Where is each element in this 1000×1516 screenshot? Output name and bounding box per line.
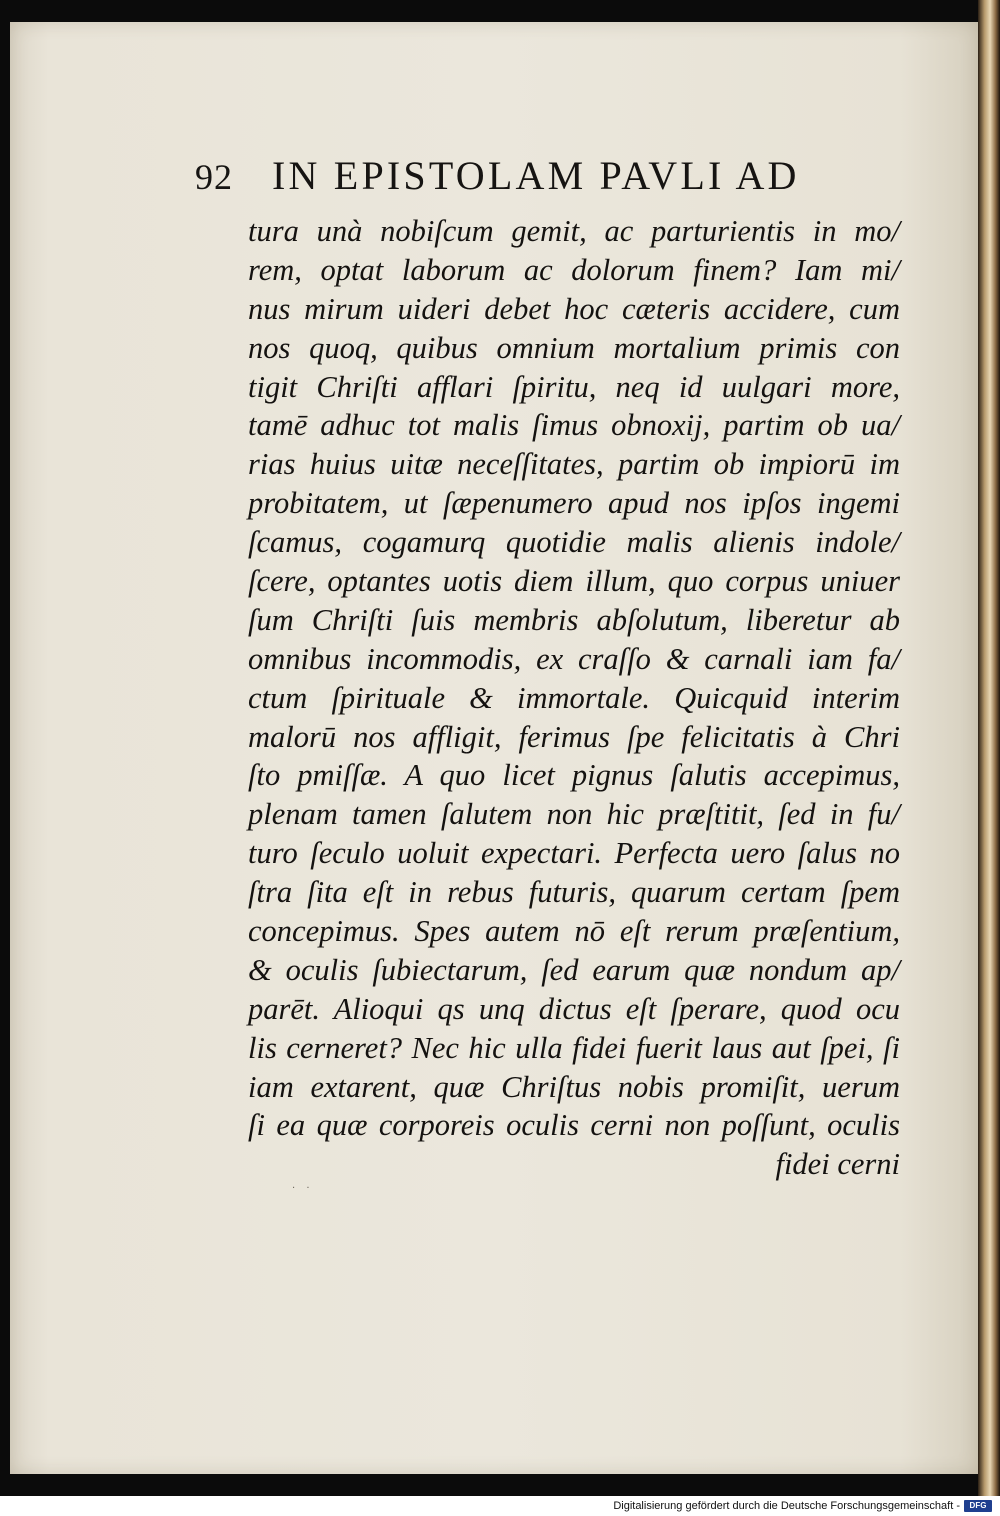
text-line: ſi ea quæ corporeis oculis cerni non poſſunt, oculis [248, 1108, 900, 1143]
text-line: probitatem, ut ſæpenumero apud nos ipſos ingemi [248, 486, 900, 521]
paper-speck: · · [292, 1183, 314, 1194]
text-line: & oculis ſubiectarum, ſed earum quæ nondum ap/ [248, 952, 900, 987]
text-line: ſto pmiſſæ. A quo licet pignus ſalutis accepimus, [248, 758, 900, 793]
catchword: fidei cerni [775, 1147, 900, 1182]
digitization-footer [0, 1496, 1000, 1516]
text-line: nus mirum uideri debet hoc cæteris accidere, cum [248, 291, 900, 326]
text-line: malorū nos affligit, ferimus ſpe felicitatis à Chri [248, 719, 900, 754]
dfg-logo: DFG [964, 1500, 992, 1512]
text-line: lis cerneret? Nec hic ulla fidei fuerit laus aut ſpei, ſi [248, 1030, 900, 1065]
text-line: concepimus. Spes autem nō eſt rerum præſentium, [248, 914, 900, 949]
text-line: turo ſeculo uoluit expectari. Perfecta uero ſalus no [248, 836, 900, 871]
text-line: rem, optat laborum ac dolorum finem? Iam mi/ [248, 252, 900, 287]
text-line: iam extarent, quæ Chriſtus nobis promiſit, uerum [248, 1069, 900, 1104]
body-text [248, 212, 908, 1184]
text-line: nos quoq, quibus omnium mortalium primis con [248, 330, 900, 365]
text-line: rias huius uitæ neceſſitates, partim ob impiorū im [248, 447, 900, 482]
text-line: tura unà nobiſcum gemit, ac parturientis in mo/ [248, 214, 900, 248]
book-fore-edge [978, 0, 1000, 1496]
text-line: omnibus incommodis, ex craſſo & carnali iam fa/ [248, 641, 900, 676]
page-number: 92 [195, 157, 233, 197]
text-line: ſcere, optantes uotis diem illum, quo corpus uniuer [248, 564, 900, 599]
text-line: ſum Chriſti ſuis membris abſolutum, liberetur ab [248, 602, 900, 637]
text-line: parēt. Alioqui qs unq dictus eſt ſperare, quod ocu [248, 991, 900, 1026]
text-line: plenam tamen ſalutem non hic præſtitit, ſed in fu/ [248, 797, 900, 832]
text-line: ſcamus, cogamurq quotidie malis alienis indole/ [248, 525, 900, 560]
text-line: ſtra ſita eſt in rebus futuris, quarum certam ſpem [248, 875, 900, 910]
text-line: ctum ſpirituale & immortale. Quicquid interim [248, 680, 900, 715]
text-line: tigit Chriſti afflari ſpiritu, neq id uulgari more, [248, 369, 900, 404]
page-header [190, 150, 890, 210]
funding-credit: Digitalisierung gefördert durch die Deutsche Forschungsgemeinschaft - [613, 1500, 960, 1512]
text-line: tamē adhuc tot malis ſimus obnoxij, partim ob ua/ [248, 408, 900, 443]
running-title: IN EPISTOLAM PAVLI AD [272, 153, 800, 198]
